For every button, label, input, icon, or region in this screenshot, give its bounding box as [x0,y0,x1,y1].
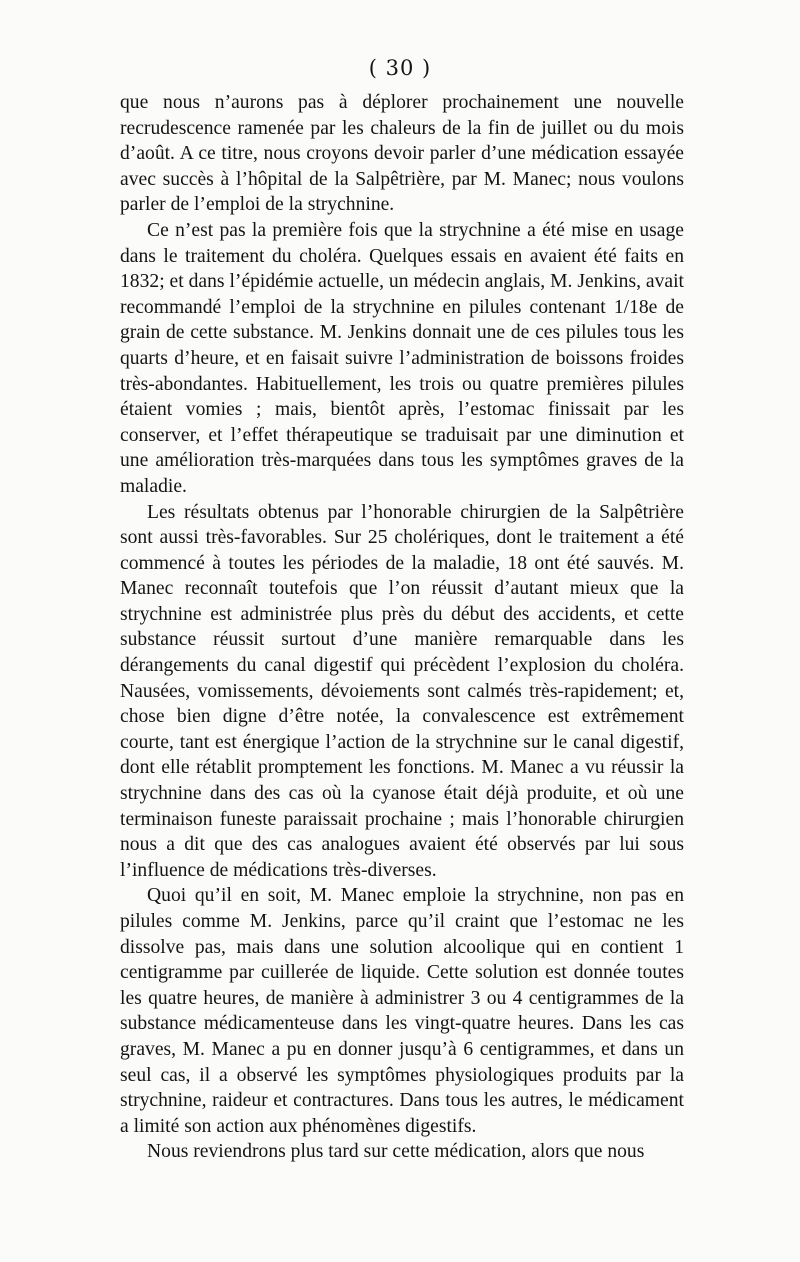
paragraph-5: Nous reviendrons plus tard sur cette médication, alors que nous [147,1141,645,1163]
page-number: ( 30 ) [368,56,432,80]
paragraph-1: que nous n’aurons pas à déplorer prochainement une nouvelle recrudescence ramenée par les chaleurs de la fin de juillet ou du mois d’août. A ce titre, nous croyons devoir parler d’une médication essayée avec succès à l’hôpital de la Salpêtrière, par M. Manec; nous voulons parler de l’emploi de la strychnine. [120,92,684,216]
paragraph-3: Les résultats obtenus par l’honorable chirurgien de la Salpêtrière sont aussi très-favorables. Sur 25 cholériques, dont le traitement a été commencé à toutes les périodes de la maladie, 18 ont été sauvés. M. Manec reconnaît toutefois que l’on réussit d’autant mieux que la strychnine est administrée plus près du début des accidents, et cette substance réussit surtout d’une manière remarquable dans les dérangements du canal digestif qui précèdent l’explosion du choléra. Nausées, vomissements, dévoiements sont calmés très-rapidement; et, chose bien digne d’être notée, la convalescence est extrêmement courte, tant est énergique l’action de la strychnine sur le canal digestif, dont elle rétablit promptement les fonctions. M. Manec a vu réussir la strychnine dans des cas où la cyanose était déjà produite, et où une terminaison funeste paraissait prochaine ; mais l’honorable chirurgien nous a dit que des cas analogues avaient été observés par lui sous l’influence de médications très-diverses. [120,501,684,881]
paragraph-2: Ce n’est pas la première fois que la strychnine a été mise en usage dans le traitement du choléra. Quelques essais en avaient été faits en 1832; et dans l’épidémie actuelle, un médecin anglais, M. Jenkins, avait recommandé l’emploi de la strychnine en pilules contenant 1/18e de grain de cette substance. M. Jenkins donnait une de ces pilules tous les quarts d’heure, et en faisait suivre l’administration de boissons froides très-abondantes. Habituellement, les trois ou quatre premières pilules étaient vomies ; mais, bientôt après, l’estomac finissait par les conserver, et l’effet thérapeutique se traduisait par une diminution et une amélioration très-marquées dans tous les symptômes graves de la maladie. [120,219,684,497]
body-text [120,90,684,1165]
paragraph-4: Quoi qu’il en soit, M. Manec emploie la strychnine, non pas en pilules comme M. Jenkins, parce qu’il craint que l’estomac ne les dissolve pas, mais dans une solution alcoolique qui en contient 1 centigramme par cuillerée de liquide. Cette solution est donnée toutes les quatre heures, de manière à administrer 3 ou 4 centigrammes de la substance médicamenteuse dans les vingt-quatre heures. Dans les cas graves, M. Manec a pu en donner jusqu’à 6 centigrammes, et dans un seul cas, il a observé les symptômes physiologiques produits par la strychnine, raideur et contractures. Dans tous les autres, le médicament a limité son action aux phénomènes digestifs. [120,885,684,1137]
